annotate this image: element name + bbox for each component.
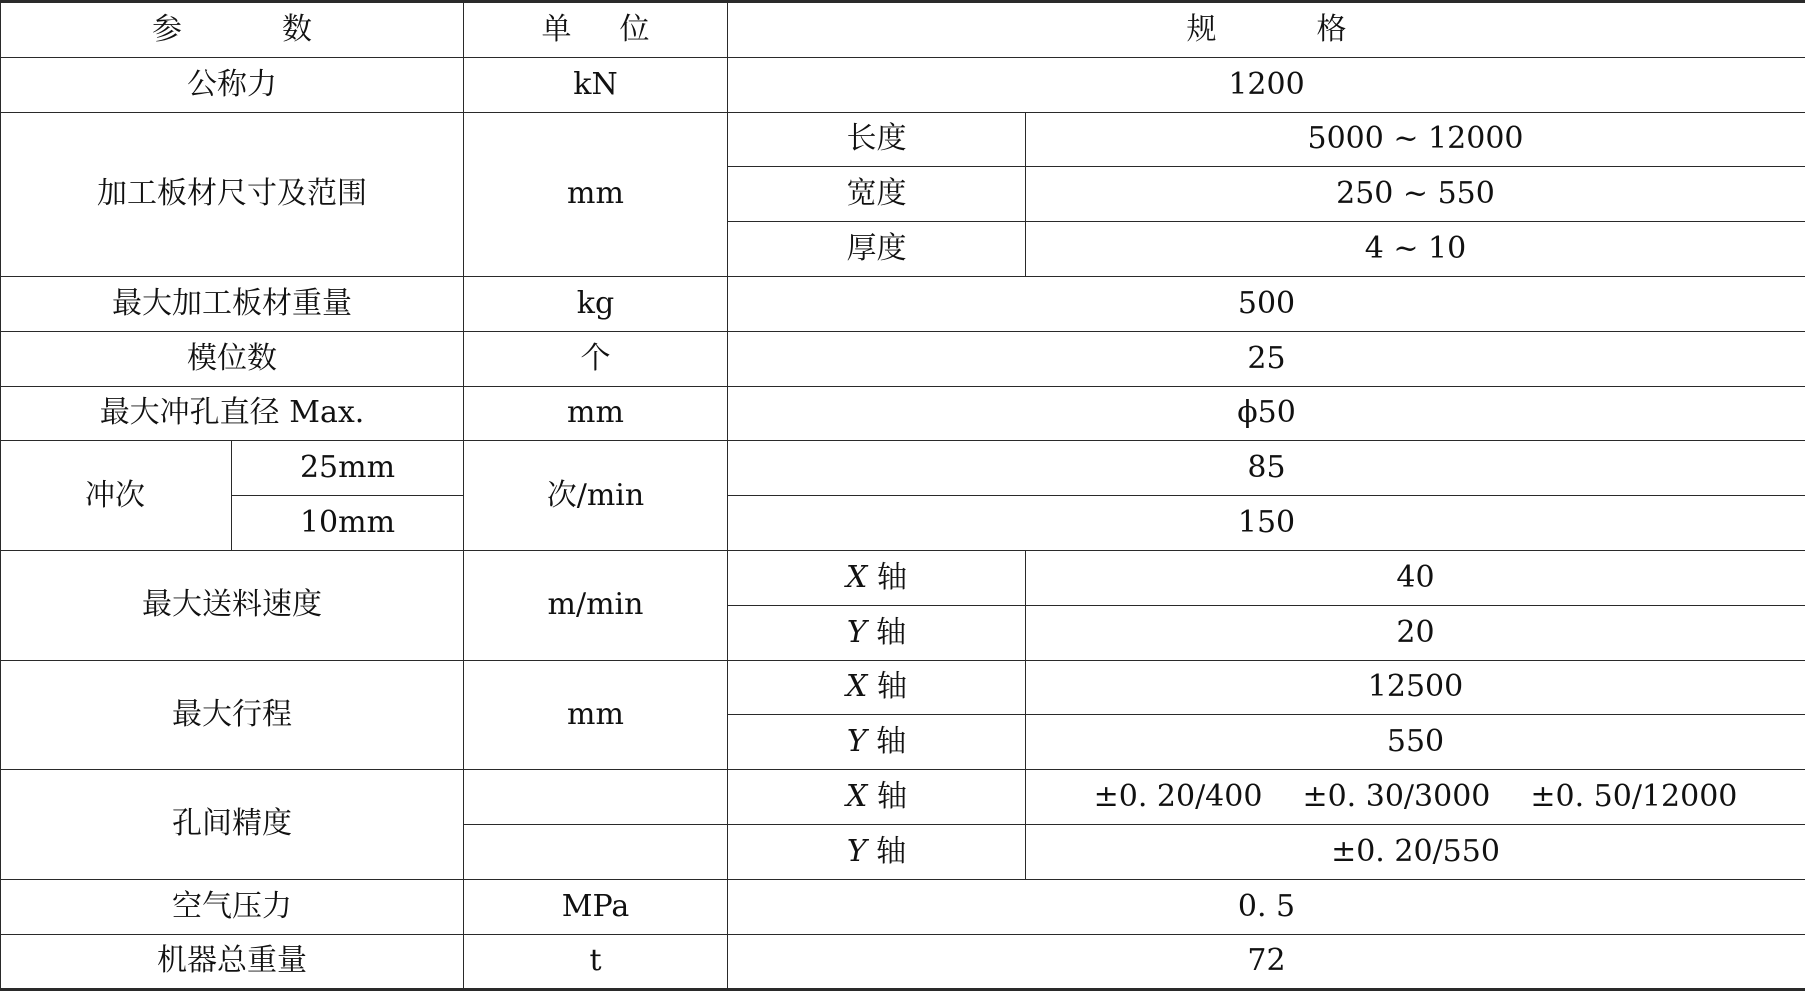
unit-cell: mm — [464, 112, 728, 276]
unit-cell — [464, 824, 728, 879]
value-cell: 250 ~ 550 — [1026, 167, 1805, 222]
param-label: 公称力 — [1, 57, 464, 112]
value-cell: 85 — [728, 441, 1805, 496]
accuracy-value: ±0. 20/400 — [1094, 779, 1263, 814]
param-label: 最大行程 — [1, 660, 464, 770]
unit-cell: kg — [464, 276, 728, 331]
param-label: 最大冲孔直径 Max. — [1, 386, 464, 441]
header-row — [1, 2, 1805, 58]
unit-cell: t — [464, 934, 728, 990]
sub-label: 长度 — [728, 112, 1026, 167]
value-cell: ϕ50 — [728, 386, 1805, 441]
param-label: 加工板材尺寸及范围 — [1, 112, 464, 276]
value-cell: ±0. 20/550 — [1026, 824, 1805, 879]
value-cell: 25 — [728, 331, 1805, 386]
unit-cell: mm — [464, 386, 728, 441]
sub-label: 厚度 — [728, 222, 1026, 277]
value-cell: 5000 ~ 12000 — [1026, 112, 1805, 167]
unit-cell: MPa — [464, 879, 728, 934]
axis-label: Y 轴 — [728, 824, 1026, 879]
unit-cell: mm — [464, 660, 728, 770]
unit-cell: kN — [464, 57, 728, 112]
value-cell: 20 — [1026, 605, 1805, 660]
row-feed-speed-x — [1, 550, 1805, 605]
accuracy-value: ±0. 50/12000 — [1530, 779, 1737, 814]
axis-label: X 轴 — [728, 770, 1026, 825]
value-cell: 150 — [728, 496, 1805, 551]
unit-cell: 个 — [464, 331, 728, 386]
header-param: 参 数 — [1, 2, 464, 58]
param-label: 空气压力 — [1, 879, 464, 934]
param-label: 机器总重量 — [1, 934, 464, 990]
header-unit: 单 位 — [464, 2, 728, 58]
accuracy-value: ±0. 30/3000 — [1302, 779, 1490, 814]
value-cell: 0. 5 — [728, 879, 1805, 934]
value-cell: 4 ~ 10 — [1026, 222, 1805, 277]
value-cell: 500 — [728, 276, 1805, 331]
row-max-punch-diameter — [1, 386, 1805, 441]
value-cell: 1200 — [728, 57, 1805, 112]
row-stroke-rate-25 — [1, 441, 1805, 496]
row-sheet-length — [1, 112, 1805, 167]
param-label: 最大送料速度 — [1, 550, 464, 660]
value-cell: 72 — [728, 934, 1805, 990]
value-cell: 550 — [1026, 715, 1805, 770]
value-cell: 40 — [1026, 550, 1805, 605]
axis-label: X 轴 — [728, 550, 1026, 605]
row-stroke-rate-10 — [1, 496, 1805, 551]
unit-cell: m/min — [464, 550, 728, 660]
sub-label: 25mm — [232, 441, 464, 496]
header-spec: 规 格 — [728, 2, 1805, 58]
row-max-travel-x — [1, 660, 1805, 715]
row-hole-accuracy-x — [1, 770, 1805, 825]
axis-label: X 轴 — [728, 660, 1026, 715]
param-label: 孔间精度 — [1, 770, 464, 880]
param-label: 冲次 — [1, 441, 232, 551]
row-die-positions — [1, 331, 1805, 386]
axis-label: Y 轴 — [728, 605, 1026, 660]
axis-label: Y 轴 — [728, 715, 1026, 770]
sub-label: 宽度 — [728, 167, 1026, 222]
row-max-weight — [1, 276, 1805, 331]
sub-label: 10mm — [232, 496, 464, 551]
param-label: 模位数 — [1, 331, 464, 386]
value-cell: 12500 — [1026, 660, 1805, 715]
param-label: 最大加工板材重量 — [1, 276, 464, 331]
value-cell — [1026, 770, 1805, 825]
unit-cell: 次/min — [464, 441, 728, 551]
row-nominal-force — [1, 57, 1805, 112]
row-air-pressure — [1, 879, 1805, 934]
row-machine-weight — [1, 934, 1805, 990]
unit-cell — [464, 770, 728, 825]
